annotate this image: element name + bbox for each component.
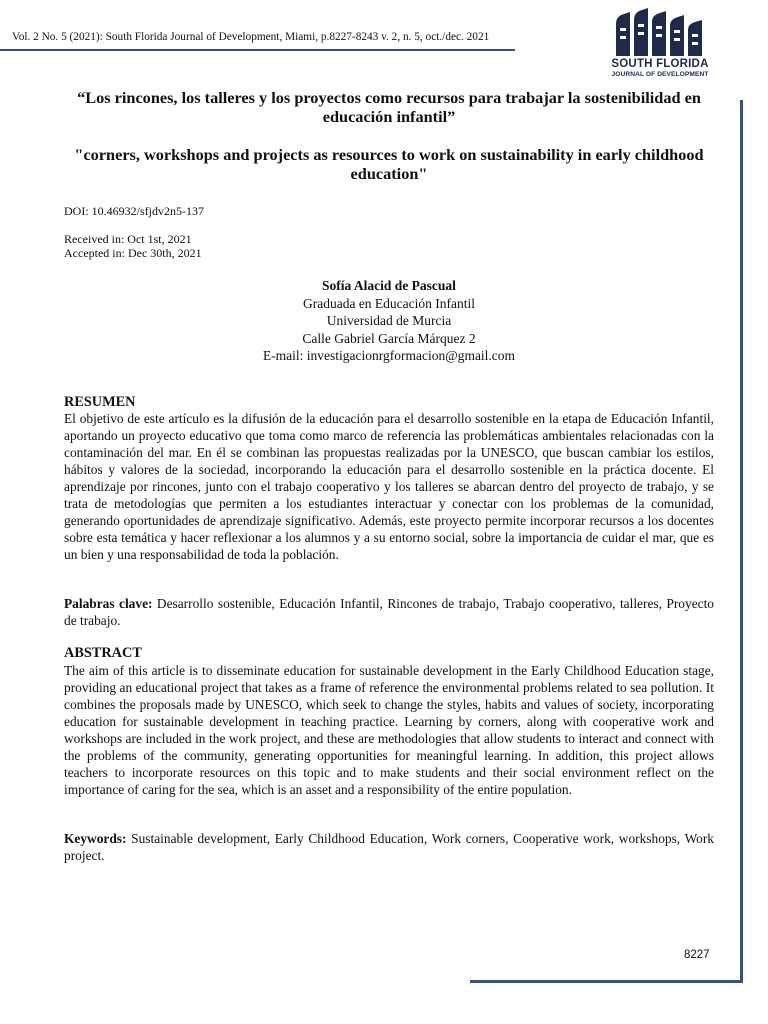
keywords-text: Sustainable development, Early Childhood Education, Work corners, Cooperative work, workshops, Work project. (64, 831, 714, 863)
right-border-line (740, 100, 743, 982)
palabras-clave (64, 595, 714, 629)
received-date: Received in: Oct 1st, 2021 (64, 232, 192, 246)
abstract-body: The aim of this article is to disseminate education for sustainable development in the Early Childhood Education stage, providing an educational project that takes as a frame of reference the environmental problems related to sea pollution. It combines the proposals made by UNESCO, which seek to change the styles, habits and values of society, incorporating education for sustainable development in teaching practice. Learning by corners, along with cooperative work and workshops are included in the work project, and these are methodologies that allow students to interact and connect with the problems of the community, generating opportunities for meaningful learning. In addition, this project allows teachers to incorporate resources on this topic and to make students and their social environment reflect on the importance of caring for the sea, which is an asset and a responsibility of the entire population. (64, 663, 714, 797)
doi: DOI: 10.46932/sfjdv2n5-137 (64, 204, 204, 218)
header-rule (0, 49, 515, 51)
author-block (64, 277, 714, 365)
resumen-body: El objetivo de este artículo es la difusión de la educación para el desarrollo sostenible en la etapa de Educación Infantil, aportando un proyecto educativo que toma como marco de referencia las problemáticas ambientales relacionadas con la contaminación del mar. En él se combinan las propuestas realizadas por la UNESCO, que buscan cambiar los estilos, hábitos y valores de la sociedad, incorporando la educación para el desarrollo sostenible en la práctica docente. El aprendizaje por rincones, junto con el trabajo cooperativo y los talleres se abarcan dentro del proyecto de trabajo, y se trata de metodologías que permiten a los estudiantes interactuar y conectar con los problemas de la comunidad, generando oportunidades de aprendizaje significativo. Además, este proyecto permite incorporar recursos a los docentes sobre esta temática y hacer reflexionar a los alumnos y a su entorno social, sobre la importancia de cuidar el mar, que es un bien y una responsabilidad de toda la población. (64, 411, 714, 562)
resumen-heading: RESUMEN (64, 394, 136, 410)
title-spanish: “Los rincones, los talleres y los proyectos como recursos para trabajar la sostenibilidad en educación infantil” (77, 88, 701, 126)
title-english: "corners, workshops and projects as resources to work on sustainability in early childhood education" (74, 145, 704, 183)
page-number: 8227 (684, 949, 710, 961)
abstract-heading: ABSTRACT (64, 645, 142, 661)
logo-text-south-florida: SOUTH FLORIDA (611, 58, 709, 70)
keywords-label: Keywords: (64, 831, 127, 846)
buildings-logo-icon (610, 6, 710, 58)
keywords (64, 830, 714, 864)
running-head: Vol. 2 No. 5 (2021): South Florida Journal of Development, Miami, p.8227-8243 v. 2, n. 5, oct./dec. 2021 (12, 31, 490, 43)
accepted-date: Accepted in: Dec 30th, 2021 (64, 246, 202, 260)
palabras-clave-text: Desarrollo sostenible, Educación Infantil, Rincones de trabajo, Trabajo cooperativo, talleres, Proyecto de trabajo. (64, 596, 714, 628)
logo-text-journal: JOURNAL OF DEVELOPMENT (611, 71, 709, 78)
author-address: Calle Gabriel García Márquez 2 (302, 330, 476, 346)
author-email: E-mail: investigacionrgformacion@gmail.com (262, 348, 516, 363)
author-name: Sofía Alacid de Pascual (322, 278, 456, 293)
bottom-border-line (470, 980, 743, 983)
author-degree: Graduada en Educación Infantil (302, 295, 476, 311)
journal-logo (604, 6, 716, 78)
author-university: Universidad de Murcia (326, 313, 452, 328)
palabras-clave-label: Palabras clave: (64, 596, 153, 611)
